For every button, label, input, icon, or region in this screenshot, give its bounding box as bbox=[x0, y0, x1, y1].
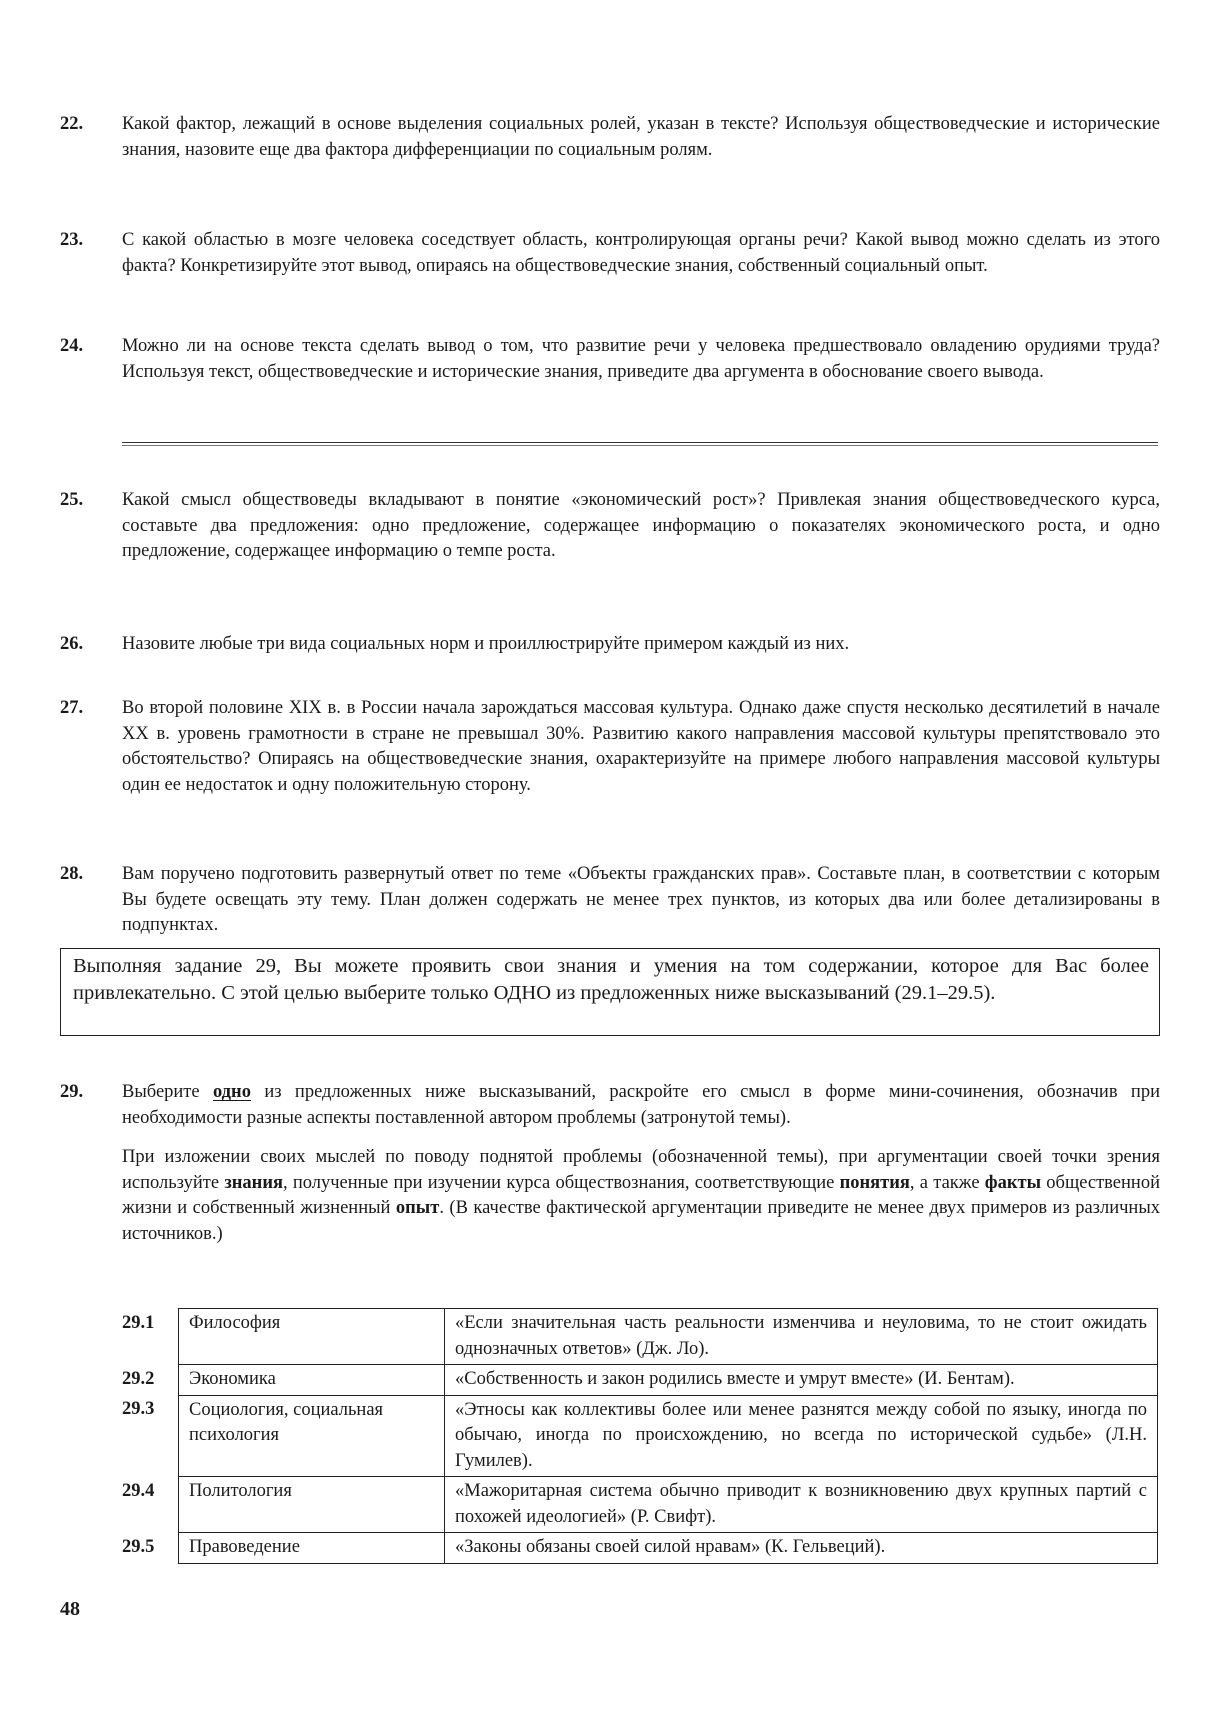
page-number: 48 bbox=[60, 1598, 80, 1620]
option-id: 29.3 bbox=[122, 1399, 155, 1419]
question-22 bbox=[60, 112, 1160, 163]
question-text: Какой фактор, лежащий в основе выделения социальных ролей, указан в тексте? Используя обществоведческие и исторические знания, назовите еще два фактора дифференциации по социальным ролям. bbox=[122, 114, 1160, 160]
option-quote: «Мажоритарная система обычно приводит к возникновению двух крупных партий с похожей идеологией» (Р. Свифт). bbox=[445, 1477, 1158, 1533]
q29-paragraph-2: При изложении своих мыслей по поводу поднятой проблемы (обозначенной темы), при аргументации своей точки зрения используйте знания, полученные при изучении курса обществознания, соответствующие понятия, а также факты общественной жизни и собственный жизненный опыт. (В качестве фактической аргументации приведите не менее двух примеров из различных источников.) bbox=[122, 1147, 1160, 1244]
question-text: С какой областью в мозге человека соседствует область, контролирующая органы речи? Какой вывод можно сделать из этого факта? Конкретизируйте этот вывод, опираясь на обществоведческие знания, собственный социальный опыт. bbox=[122, 230, 1160, 276]
option-subject: Философия bbox=[179, 1309, 445, 1365]
question-number: 22. bbox=[60, 114, 84, 134]
option-quote: «Собственность и закон родились вместе и умрут вместе» (И. Бентам). bbox=[445, 1365, 1158, 1396]
option-quote: «Законы обязаны своей силой нравам» (К. Гельвеций). bbox=[445, 1533, 1158, 1564]
option-quote: «Если значительная часть реальности изменчива и неуловима, то не стоит ожидать однозначных ответов» (Дж. Ло). bbox=[445, 1309, 1158, 1365]
table-row bbox=[122, 1365, 1158, 1396]
table-row bbox=[122, 1309, 1158, 1365]
question-text: Вам поручено подготовить развернутый ответ по теме «Объекты гражданских прав». Составьте план, в соответствии с которым Вы будете освещать эту тему. План должен содержать не менее трех пунктов, из которых два или более детализированы в подпунктах. bbox=[122, 864, 1160, 935]
question-number: 26. bbox=[60, 634, 84, 654]
question-24 bbox=[60, 334, 1160, 385]
question-25 bbox=[60, 488, 1160, 565]
question-number: 25. bbox=[60, 490, 84, 510]
question-text bbox=[122, 1080, 1160, 1247]
question-28 bbox=[60, 862, 1160, 939]
question-text: Назовите любые три вида социальных норм и проиллюстрируйте примером каждый из них. bbox=[122, 634, 850, 654]
option-id: 29.4 bbox=[122, 1480, 155, 1501]
section-divider bbox=[122, 442, 1158, 446]
question-29 bbox=[60, 1080, 1160, 1247]
option-subject: Политология bbox=[179, 1477, 445, 1533]
question-27 bbox=[60, 696, 1160, 798]
q29-paragraph-1: Выберите одно из предложенных ниже высказываний, раскройте его смысл в форме мини-сочинения, обозначив при необходимости разные аспекты поставленной автором проблемы (затронутой темы). bbox=[122, 1082, 1160, 1128]
table-row bbox=[122, 1395, 1158, 1477]
instruction-box: Выполняя задание 29, Вы можете проявить свои знания и умения на том содержании, которое для Вас более привлекательно. С этой целью выберите только ОДНО из предложенных ниже высказываний (29.1–29.5). bbox=[60, 948, 1160, 1036]
question-23 bbox=[60, 228, 1160, 279]
option-subject: Экономика bbox=[179, 1365, 445, 1396]
question-number: 23. bbox=[60, 230, 84, 250]
question-number: 28. bbox=[60, 864, 84, 884]
question-number: 27. bbox=[60, 698, 84, 718]
table-row bbox=[122, 1477, 1158, 1533]
option-subject: Правоведение bbox=[179, 1533, 445, 1564]
table-row bbox=[122, 1533, 1158, 1564]
option-subject: Социология, социальная психология bbox=[179, 1395, 445, 1477]
question-26 bbox=[60, 632, 1160, 658]
quotes-table bbox=[122, 1308, 1158, 1564]
question-text: Какой смысл обществоведы вкладывают в понятие «экономический рост»? Привлекая знания обществоведческого курса, составьте два предложения: одно предложение, содержащее информацию о показателях экономического роста, и одно предложение, содержащее информацию о темпе роста. bbox=[122, 490, 1160, 561]
option-id: 29.5 bbox=[122, 1536, 155, 1557]
option-quote: «Этносы как коллективы более или менее разнятся между собой по языку, иногда по обычаю, иногда по происхождению, но всегда по исторической судьбе» (Л.Н. Гумилев). bbox=[445, 1395, 1158, 1477]
question-number: 24. bbox=[60, 336, 84, 356]
question-number: 29. bbox=[60, 1082, 84, 1102]
question-text: Можно ли на основе текста сделать вывод о том, что развитие речи у человека предшествовало овладению орудиями труда? Используя текст, обществоведческие и исторические знания, приведите два аргумента в обоснование своего вывода. bbox=[122, 336, 1160, 382]
option-id: 29.2 bbox=[122, 1368, 155, 1389]
question-text: Во второй половине XIX в. в России начала зарождаться массовая культура. Однако даже спустя несколько десятилетий в начале XX в. уровень грамотности в стране не превышал 30%. Развитию какого направления массовой культуры препятствовало это обстоятельство? Опираясь на обществоведческие знания, охарактеризуйте на примере любого направления массовой культуры один ее недостаток и одну положительную сторону. bbox=[122, 698, 1160, 795]
emphasis-one: одно bbox=[212, 1082, 251, 1102]
option-id: 29.1 bbox=[122, 1312, 155, 1333]
